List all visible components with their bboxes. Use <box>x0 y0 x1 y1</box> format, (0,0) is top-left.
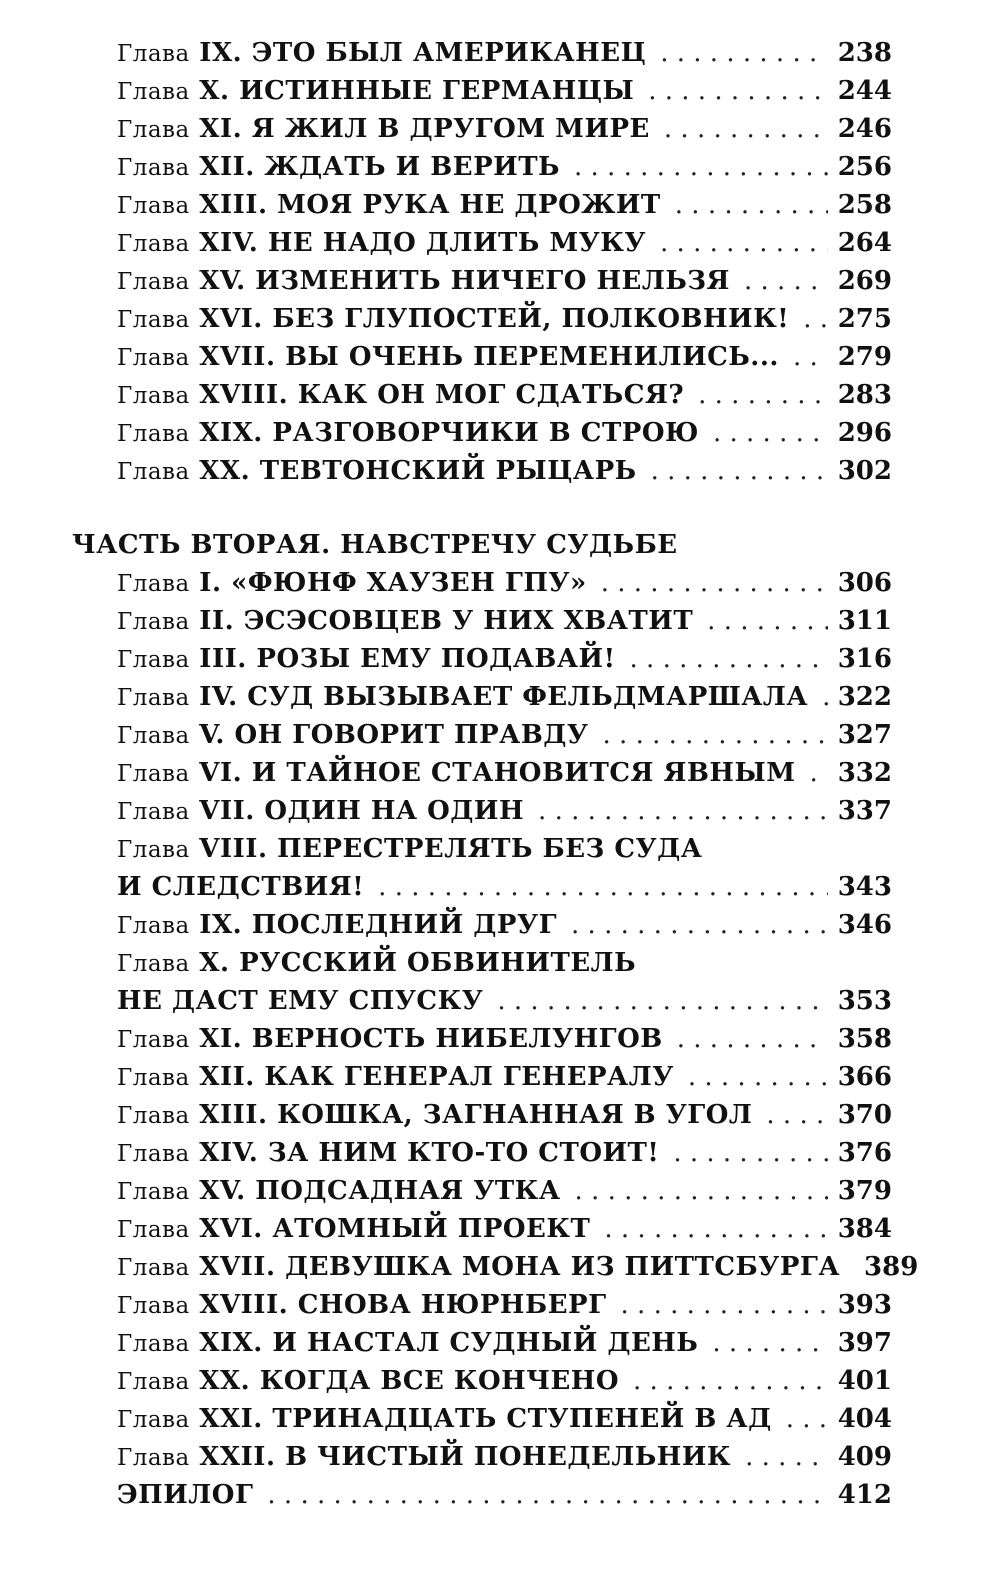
chapter-title: ТЕВТОНСКИЙ РЫЦАРЬ <box>259 456 637 486</box>
chapter-page-number: 343 <box>837 872 892 902</box>
chapter-page-number: 327 <box>837 720 892 750</box>
chapter-number: XII. <box>199 152 255 182</box>
chapter-label <box>117 1438 731 1477</box>
toc-entry[interactable] <box>0 1172 1000 1210</box>
chapter-number: XI. <box>199 1024 243 1054</box>
chapter-prefix: Глава <box>117 1407 190 1433</box>
chapter-title: КОГДА ВСЕ КОНЧЕНО <box>259 1366 620 1396</box>
chapter-page-number: 275 <box>837 304 892 334</box>
chapter-label <box>117 1134 659 1173</box>
toc-entry[interactable] <box>0 1134 1000 1172</box>
dot-leader <box>712 1324 827 1362</box>
toc-entry[interactable] <box>0 906 1000 944</box>
dot-leader <box>571 906 828 944</box>
chapter-title: ИСТИННЫЕ ГЕРМАНЦЫ <box>239 76 635 106</box>
part-two-heading <box>0 526 1000 564</box>
chapter-number: XVII. <box>199 342 276 372</box>
chapter-number: VIII. <box>199 834 268 864</box>
chapter-number: XVI. <box>199 1214 263 1244</box>
chapter-page-number: 269 <box>837 266 892 296</box>
chapter-label <box>117 602 693 641</box>
dot-leader <box>673 1134 827 1172</box>
chapter-number: II. <box>199 606 235 636</box>
chapter-title: РОЗЫ ЕМУ ПОДАВАЙ! <box>256 644 616 674</box>
chapter-title: НЕ НАДО ДЛИТЬ МУКУ <box>267 228 647 258</box>
toc-entry[interactable] <box>0 376 1000 414</box>
toc-entry[interactable] <box>0 678 1000 716</box>
dot-leader <box>538 792 828 830</box>
chapter-title: СНОВА НЮРНБЕРГ <box>297 1290 607 1320</box>
chapter-label <box>117 338 779 377</box>
chapter-prefix: Глава <box>117 609 190 635</box>
chapter-title: ПОДСАДНАЯ УТКА <box>255 1176 561 1206</box>
dot-leader <box>664 110 828 148</box>
epilogue-title: ЭПИЛОГ <box>117 1480 254 1510</box>
chapter-title: ВЕРНОСТЬ НИБЕЛУНГОВ <box>251 1024 663 1054</box>
toc-entry-continuation[interactable] <box>0 868 1000 906</box>
chapter-label <box>117 564 587 603</box>
chapter-page-number: 311 <box>837 606 892 636</box>
chapter-label <box>117 716 589 755</box>
chapter-prefix: Глава <box>117 951 190 977</box>
chapter-number: IV. <box>199 682 238 712</box>
dot-leader <box>793 338 828 376</box>
chapter-page-number: 306 <box>837 568 892 598</box>
chapter-prefix: Глава <box>117 1369 190 1395</box>
chapter-label <box>117 1362 619 1401</box>
chapter-prefix: Глава <box>117 269 190 295</box>
part-one-chapter-list <box>0 34 1000 490</box>
chapter-label <box>117 944 636 983</box>
chapter-number: XII. <box>199 1062 255 1092</box>
chapter-page-number: 393 <box>837 1290 892 1320</box>
toc-entry-continuation[interactable] <box>0 982 1000 1020</box>
chapter-label <box>117 1286 607 1325</box>
chapter-title: РУССКИЙ ОБВИНИТЕЛЬ <box>239 948 637 978</box>
chapter-prefix: Глава <box>117 571 190 597</box>
chapter-title: СУД ВЫЗЫВАЕТ ФЕЛЬДМАРШАЛА <box>247 682 809 712</box>
dot-leader <box>651 452 828 490</box>
dot-leader <box>803 300 828 338</box>
chapter-label <box>117 34 646 73</box>
chapter-title: КАК ГЕНЕРАЛ ГЕНЕРАЛУ <box>264 1062 674 1092</box>
dot-leader <box>745 1438 828 1476</box>
chapter-prefix: Глава <box>117 1217 190 1243</box>
chapter-prefix: Глава <box>117 799 190 825</box>
toc-entry[interactable] <box>0 34 1000 72</box>
toc-entry[interactable] <box>0 640 1000 678</box>
chapter-label <box>117 148 560 187</box>
chapter-prefix: Глава <box>117 1331 190 1357</box>
epilogue-page-number: 412 <box>837 1480 892 1510</box>
chapter-title: ПЕРЕСТРЕЛЯТЬ БЕЗ СУДА <box>277 834 703 864</box>
chapter-label <box>117 110 650 149</box>
chapter-prefix: Глава <box>117 117 190 143</box>
chapter-page-number: 244 <box>837 76 892 106</box>
chapter-title: ЖДАТЬ И ВЕРИТЬ <box>264 152 560 182</box>
chapter-number: III. <box>199 644 247 674</box>
chapter-title: ДЕВУШКА МОНА ИЗ ПИТТСБУРГА <box>285 1252 841 1282</box>
chapter-title: ПОСЛЕДНИЙ ДРУГ <box>251 910 558 940</box>
toc-entry[interactable] <box>0 792 1000 830</box>
dot-leader <box>630 640 828 678</box>
chapter-prefix: Глава <box>117 193 190 219</box>
chapter-number: V. <box>199 720 225 750</box>
chapter-label <box>117 1096 752 1135</box>
chapter-label <box>117 1324 698 1363</box>
dot-leader <box>660 34 828 72</box>
chapter-number: XIX. <box>199 418 263 448</box>
chapter-title: «ФЮНФ ХАУЗЕН ГПУ» <box>231 568 587 598</box>
chapter-page-number: 346 <box>837 910 892 940</box>
chapter-title: ЗА НИМ КТО-ТО СТОИТ! <box>267 1138 660 1168</box>
dot-leader <box>744 262 828 300</box>
chapter-number: VI. <box>199 758 243 788</box>
chapter-title: И НАСТАЛ СУДНЫЙ ДЕНЬ <box>272 1328 699 1358</box>
dot-leader <box>677 1020 828 1058</box>
chapter-label <box>117 678 808 717</box>
part-two-chapter-list <box>0 564 1000 1476</box>
toc-entry[interactable] <box>0 1210 1000 1248</box>
toc-entry[interactable] <box>0 1248 1000 1286</box>
chapter-prefix: Глава <box>117 837 190 863</box>
chapter-number: XIV. <box>199 1138 259 1168</box>
chapter-prefix: Глава <box>117 1027 190 1053</box>
chapter-title: ВЫ ОЧЕНЬ ПЕРЕМЕНИЛИСЬ... <box>285 342 779 372</box>
part-two-heading-text: ЧАСТЬ ВТОРАЯ. НАВСТРЕЧУ СУДЬБЕ <box>72 530 678 560</box>
chapter-title: МОЯ РУКА НЕ ДРОЖИТ <box>277 190 661 220</box>
dot-leader <box>601 564 828 602</box>
dot-leader <box>497 982 827 1020</box>
chapter-page-number: 279 <box>837 342 892 372</box>
chapter-label <box>117 792 524 831</box>
chapter-prefix: Глава <box>117 1065 190 1091</box>
chapter-prefix: Глава <box>117 685 190 711</box>
chapter-page-number: 258 <box>837 190 892 220</box>
toc-entry[interactable] <box>0 602 1000 640</box>
chapter-page-number: 401 <box>837 1366 892 1396</box>
chapter-title-continuation: И СЛЕДСТВИЯ! <box>117 872 365 902</box>
chapter-page-number: 379 <box>837 1176 892 1206</box>
chapter-label <box>117 300 789 339</box>
chapter-prefix: Глава <box>117 345 190 371</box>
chapter-page-number: 322 <box>837 682 892 712</box>
dot-leader <box>633 1362 828 1400</box>
chapter-number: X. <box>199 76 230 106</box>
chapter-prefix: Глава <box>117 1293 190 1319</box>
chapter-page-number: 296 <box>837 418 892 448</box>
dot-leader <box>688 1058 828 1096</box>
toc-entry[interactable] <box>0 262 1000 300</box>
chapter-number: XI. <box>199 114 243 144</box>
toc-entry[interactable] <box>0 564 1000 602</box>
chapter-label <box>117 1400 772 1439</box>
chapter-label <box>117 906 557 945</box>
chapter-number: XVII. <box>199 1252 276 1282</box>
chapter-prefix: Глава <box>117 761 190 787</box>
chapter-prefix: Глава <box>117 421 190 447</box>
chapter-title: ОН ГОВОРИТ ПРАВДУ <box>234 720 589 750</box>
chapter-title: БЕЗ ГЛУПОСТЕЙ, ПОЛКОВНИК! <box>272 304 790 334</box>
chapter-title: ЭТО БЫЛ АМЕРИКАНЕЦ <box>251 38 647 68</box>
chapter-prefix: Глава <box>117 383 190 409</box>
part-two-section <box>0 526 1000 1514</box>
chapter-title: ТРИНАДЦАТЬ СТУПЕНЕЙ В АД <box>272 1404 772 1434</box>
chapter-page-number: 397 <box>837 1328 892 1358</box>
dot-leader <box>707 602 828 640</box>
toc-entry[interactable] <box>0 414 1000 452</box>
chapter-number: VII. <box>199 796 255 826</box>
chapter-page-number: 256 <box>837 152 892 182</box>
toc-entry[interactable] <box>0 338 1000 376</box>
dot-leader <box>604 1210 827 1248</box>
toc-entry[interactable] <box>0 1400 1000 1438</box>
chapter-prefix: Глава <box>117 1103 190 1129</box>
chapter-prefix: Глава <box>117 1445 190 1471</box>
toc-entry[interactable] <box>0 1438 1000 1476</box>
chapter-title: ИЗМЕНИТЬ НИЧЕГО НЕЛЬЗЯ <box>255 266 730 296</box>
chapter-page-number: 384 <box>837 1214 892 1244</box>
chapter-title: В ЧИСТЫЙ ПОНЕДЕЛЬНИК <box>285 1442 732 1472</box>
toc-entry[interactable] <box>0 716 1000 754</box>
chapter-page-number: 302 <box>837 456 892 486</box>
chapter-page-number: 376 <box>837 1138 892 1168</box>
chapter-prefix: Глава <box>117 79 190 105</box>
toc-entry[interactable] <box>0 754 1000 792</box>
chapter-number: XX. <box>199 456 251 486</box>
chapter-number: XV. <box>199 1176 246 1206</box>
chapter-title: Я ЖИЛ В ДРУГОМ МИРЕ <box>251 114 650 144</box>
chapter-label <box>117 224 646 263</box>
dot-leader <box>766 1096 827 1134</box>
toc-entry[interactable] <box>0 110 1000 148</box>
chapter-page-number: 238 <box>837 38 892 68</box>
toc-entry[interactable] <box>0 72 1000 110</box>
chapter-number: XIX. <box>199 1328 263 1358</box>
toc-entry[interactable] <box>0 452 1000 490</box>
chapter-page-number: 246 <box>837 114 892 144</box>
chapter-label <box>117 830 702 869</box>
chapter-number: XIII. <box>199 190 268 220</box>
chapter-page-number: 370 <box>837 1100 892 1130</box>
dot-leader <box>574 148 828 186</box>
chapter-number: XVIII. <box>199 380 289 410</box>
chapter-number: XXI. <box>199 1404 263 1434</box>
chapter-page-number: 353 <box>837 986 892 1016</box>
toc-entry[interactable] <box>0 1096 1000 1134</box>
chapter-label <box>117 452 637 491</box>
chapter-label <box>117 1058 674 1097</box>
chapter-label <box>117 640 616 679</box>
chapter-page-number: 316 <box>837 644 892 674</box>
chapter-number: XV. <box>199 266 246 296</box>
chapter-title: АТОМНЫЙ ПРОЕКТ <box>272 1214 591 1244</box>
toc-entry[interactable] <box>0 1286 1000 1324</box>
chapter-prefix: Глава <box>117 155 190 181</box>
dot-leader <box>378 868 828 906</box>
chapter-number: XXII. <box>199 1442 276 1472</box>
chapter-prefix: Глава <box>117 913 190 939</box>
chapter-label <box>117 414 699 453</box>
chapter-title-continuation: НЕ ДАСТ ЕМУ СПУСКУ <box>117 986 484 1016</box>
chapter-title: РАЗГОВОРЧИКИ В СТРОЮ <box>272 418 699 448</box>
toc-entry[interactable] <box>0 1058 1000 1096</box>
dot-leader <box>660 224 828 262</box>
toc-entry[interactable] <box>0 944 1000 982</box>
chapter-number: XX. <box>199 1366 251 1396</box>
chapter-title: КАК ОН МОГ СДАТЬСЯ? <box>297 380 685 410</box>
dot-leader <box>713 414 828 452</box>
chapter-number: XVI. <box>199 304 263 334</box>
chapter-title: ЭСЭСОВЦЕВ У НИХ ХВАТИТ <box>243 606 694 636</box>
toc-entry[interactable] <box>0 186 1000 224</box>
dot-leader <box>675 186 828 224</box>
chapter-page-number: 409 <box>837 1442 892 1472</box>
chapter-number: XVIII. <box>199 1290 289 1320</box>
chapter-number: X. <box>199 948 230 978</box>
chapter-label <box>117 72 634 111</box>
chapter-label <box>117 376 684 415</box>
chapter-prefix: Глава <box>117 1179 190 1205</box>
dot-leader <box>603 716 828 754</box>
epilogue-entry[interactable] <box>0 1476 1000 1514</box>
chapter-prefix: Глава <box>117 1255 190 1281</box>
toc-entry[interactable] <box>0 300 1000 338</box>
dot-leader <box>698 376 828 414</box>
chapter-prefix: Глава <box>117 41 190 67</box>
chapter-label <box>117 1020 663 1059</box>
chapter-prefix: Глава <box>117 647 190 673</box>
chapter-page-number: 337 <box>837 796 892 826</box>
toc-entry[interactable] <box>0 224 1000 262</box>
chapter-page-number: 332 <box>837 758 892 788</box>
toc-entry[interactable] <box>0 148 1000 186</box>
chapter-label <box>117 262 730 301</box>
chapter-label <box>117 1248 840 1287</box>
chapter-title: И ТАЙНОЕ СТАНОВИТСЯ ЯВНЫМ <box>251 758 796 788</box>
chapter-label <box>117 754 796 793</box>
chapter-label <box>117 1210 590 1249</box>
chapter-label <box>117 186 661 225</box>
chapter-page-number: 389 <box>864 1252 919 1282</box>
chapter-prefix: Глава <box>117 1141 190 1167</box>
chapter-number: XIV. <box>199 228 259 258</box>
toc-entry[interactable] <box>0 1324 1000 1362</box>
chapter-page-number: 366 <box>837 1062 892 1092</box>
dot-leader <box>575 1172 828 1210</box>
toc-entry[interactable] <box>0 1362 1000 1400</box>
chapter-prefix: Глава <box>117 723 190 749</box>
chapter-page-number: 264 <box>837 228 892 258</box>
chapter-page-number: 404 <box>837 1404 892 1434</box>
dot-leader <box>810 754 828 792</box>
dot-leader <box>648 72 828 110</box>
dot-leader <box>786 1400 828 1438</box>
toc-entry[interactable] <box>0 830 1000 868</box>
chapter-number: I. <box>199 568 222 598</box>
chapter-prefix: Глава <box>117 231 190 257</box>
dot-leader <box>822 678 828 716</box>
chapter-title: ОДИН НА ОДИН <box>264 796 525 826</box>
chapter-title: КОШКА, ЗАГНАННАЯ В УГОЛ <box>277 1100 753 1130</box>
chapter-prefix: Глава <box>117 459 190 485</box>
chapter-prefix: Глава <box>117 307 190 333</box>
chapter-page-number: 283 <box>837 380 892 410</box>
chapter-label <box>117 1172 561 1211</box>
chapter-number: IX. <box>199 38 243 68</box>
dot-leader <box>267 1476 827 1514</box>
chapter-page-number: 358 <box>837 1024 892 1054</box>
toc-entry[interactable] <box>0 1020 1000 1058</box>
dot-leader <box>621 1286 828 1324</box>
chapter-number: IX. <box>199 910 243 940</box>
chapter-number: XIII. <box>199 1100 268 1130</box>
